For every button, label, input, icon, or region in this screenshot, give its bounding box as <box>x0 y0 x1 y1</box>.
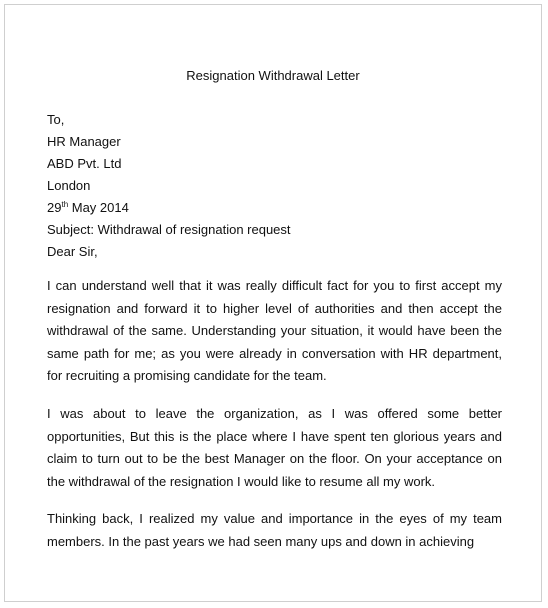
to-line: To, <box>47 112 65 127</box>
address-block <box>47 109 507 263</box>
subject-line: Subject: Withdrawal of resignation request <box>47 222 291 237</box>
date-line <box>47 197 507 219</box>
date-month-year: May 2014 <box>68 200 129 215</box>
letter-page <box>4 4 542 602</box>
company-line: ABD Pvt. Ltd <box>47 156 122 171</box>
date-day: 29 <box>47 200 62 215</box>
body-paragraph-2: I was about to leave the organization, as I was offered some better opportunities, But this is the place where I have spent ten glorious years and claim to turn out to be the best Manager on the floor. On your acceptance on the withdrawal of the resignation I would like to resume all my work. <box>47 406 502 489</box>
date-suffix: th <box>61 200 69 209</box>
recipient-line: HR Manager <box>47 134 121 149</box>
body-paragraph-3: Thinking back, I realized my value and importance in the eyes of my team members. In the past years we had seen many ups and down in achieving <box>47 511 502 549</box>
city-line: London <box>47 178 91 193</box>
letter-title: Resignation Withdrawal Letter <box>186 68 360 83</box>
salutation: Dear Sir, <box>47 244 98 259</box>
body-paragraph-1: I can understand well that it was really difficult fact for you to first accept my resignation and forward it to higher level of authorities and then accept the withdrawal of the same. Understanding your situation, it would have been the same path for me; as you were already in conversation with HR department, for recruiting a promising candidate for the team. <box>47 278 502 383</box>
